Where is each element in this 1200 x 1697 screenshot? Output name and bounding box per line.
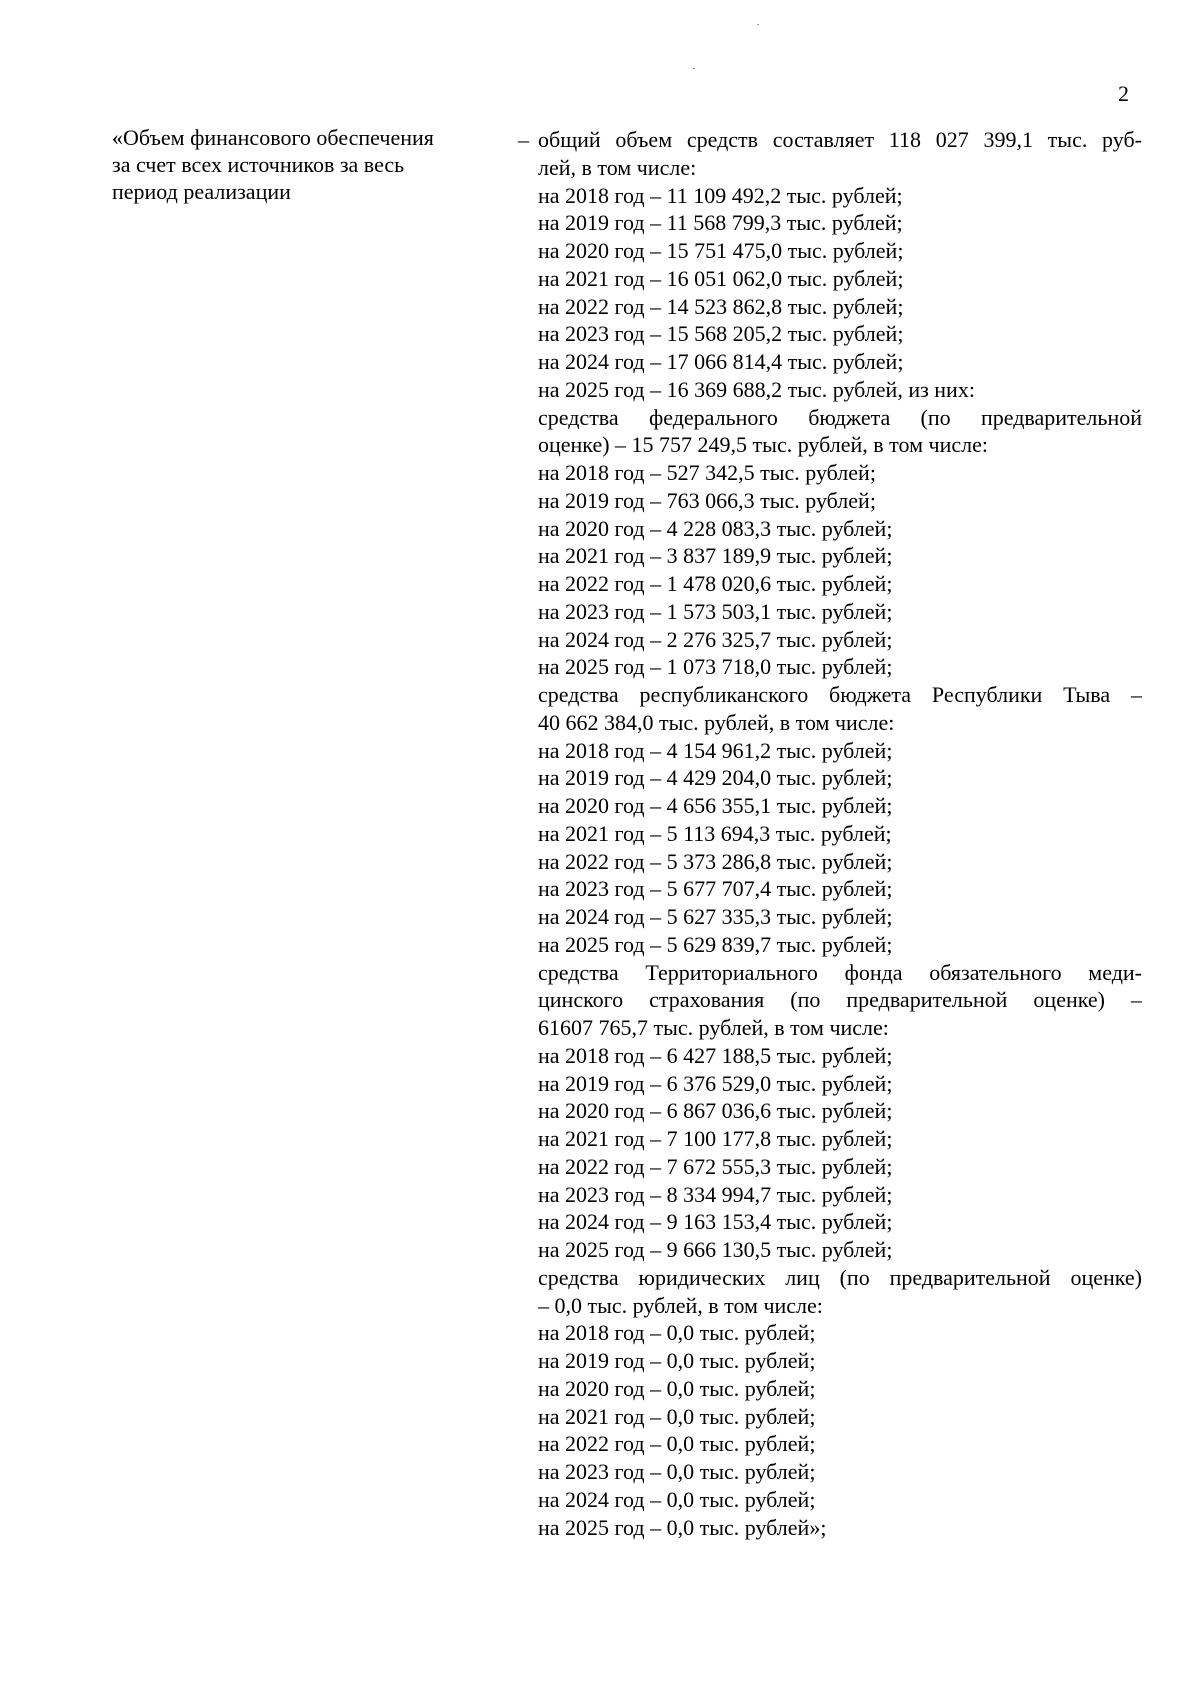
funding-line: на 2019 год – 4 429 204,0 тыс. рублей; <box>538 765 893 791</box>
funding-line: на 2021 год – 5 113 694,3 тыс. рублей; <box>538 820 892 846</box>
funding-line: на 2023 год – 1 573 503,1 тыс. рублей; <box>538 598 893 624</box>
funding-line: на 2022 год – 7 672 555,3 тыс. рублей; <box>538 1153 893 1179</box>
funding-line: на 2019 год – 11 568 799,3 тыс. рублей; <box>538 210 903 236</box>
funding-line: 61607 765,7 тыс. рублей, в том числе: <box>538 1015 889 1040</box>
funding-line: на 2021 год – 7 100 177,8 тыс. рублей; <box>538 1126 893 1151</box>
funding-line: средства федерального бюджета (по предварительной <box>538 404 1142 430</box>
funding-line: на 2018 год – 527 342,5 тыс. рублей; <box>538 460 876 485</box>
funding-line: на 2018 год – 11 109 492,2 тыс. рублей; <box>538 182 903 208</box>
funding-line: на 2025 год – 5 629 839,7 тыс. рублей; <box>538 931 893 957</box>
funding-line: – 0,0 тыс. рублей, в том числе: <box>538 1292 823 1318</box>
funding-line: на 2018 год – 0,0 тыс. рублей; <box>538 1320 816 1346</box>
funding-line: на 2020 год – 4 228 083,3 тыс. рублей; <box>538 515 893 541</box>
funding-line: на 2025 год – 0,0 тыс. рублей»; <box>538 1514 827 1540</box>
funding-line: на 2021 год – 3 837 189,9 тыс. рублей; <box>538 543 893 569</box>
funding-line: на 2023 год – 15 568 205,2 тыс. рублей; <box>538 321 904 347</box>
funding-line: на 2024 год – 5 627 335,3 тыс. рублей; <box>538 904 893 929</box>
funding-line: на 2020 год – 6 867 036,6 тыс. рублей; <box>538 1098 893 1124</box>
funding-line: на 2022 год – 5 373 286,8 тыс. рублей; <box>538 848 893 874</box>
funding-line: на 2024 год – 17 066 814,4 тыс. рублей; <box>538 349 904 374</box>
funding-line: лей, в том числе: <box>538 154 697 180</box>
funding-line: на 2019 год – 0,0 тыс. рублей; <box>538 1348 816 1373</box>
funding-line: средства республиканского бюджета Республики Тыва – <box>538 682 1142 707</box>
funding-line: на 2021 год – 0,0 тыс. рублей; <box>538 1403 816 1429</box>
row-label-line: за счет всех источников за весь <box>112 152 405 177</box>
funding-line: на 2024 год – 2 276 325,7 тыс. рублей; <box>538 626 893 652</box>
funding-line: на 2022 год – 1 478 020,6 тыс. рублей; <box>538 571 893 596</box>
scan-speck <box>693 68 695 69</box>
funding-line: на 2025 год – 16 369 688,2 тыс. рублей, из них: <box>538 376 975 402</box>
page-number: 2 <box>1118 81 1129 106</box>
funding-line: на 2019 год – 6 376 529,0 тыс. рублей; <box>538 1070 893 1096</box>
separator-dash: – <box>518 127 529 152</box>
funding-line: общий объем средств составляет 118 027 399,1 тыс. руб- <box>538 127 1142 152</box>
row-label-line: период реализации <box>112 179 291 204</box>
funding-line: на 2024 год – 9 163 153,4 тыс. рублей; <box>538 1209 893 1235</box>
funding-line: на 2020 год – 4 656 355,1 тыс. рублей; <box>538 793 893 818</box>
funding-line: на 2022 год – 14 523 862,8 тыс. рублей; <box>538 293 904 319</box>
funding-line: на 2025 год – 9 666 130,5 тыс. рублей; <box>538 1237 893 1262</box>
funding-line: на 2021 год – 16 051 062,0 тыс. рублей; <box>538 265 904 291</box>
funding-line: на 2022 год – 0,0 тыс. рублей; <box>538 1431 816 1457</box>
funding-line: оценке) – 15 757 249,5 тыс. рублей, в том числе: <box>538 432 988 458</box>
funding-line: на 2018 год – 6 427 188,5 тыс. рублей; <box>538 1042 893 1068</box>
funding-details <box>538 126 1142 1541</box>
row-label-line: «Объем финансового обеспечения <box>112 125 434 150</box>
funding-line: на 2024 год – 0,0 тыс. рублей; <box>538 1486 816 1512</box>
funding-line: на 2025 год – 1 073 718,0 тыс. рублей; <box>538 654 893 680</box>
funding-line: средства юридических лиц (по предварительной оценке) <box>538 1264 1142 1290</box>
funding-line: цинского страхования (по предварительной оценке) – <box>538 987 1142 1013</box>
funding-line: на 2020 год – 0,0 тыс. рублей; <box>538 1375 816 1401</box>
scan-speck <box>757 24 759 25</box>
funding-line: на 2023 год – 5 677 707,4 тыс. рублей; <box>538 876 893 902</box>
funding-line: средства Территориального фонда обязательного меди- <box>538 959 1142 985</box>
funding-line: 40 662 384,0 тыс. рублей, в том числе: <box>538 709 895 735</box>
funding-line: на 2020 год – 15 751 475,0 тыс. рублей; <box>538 238 904 263</box>
funding-line: на 2023 год – 8 334 994,7 тыс. рублей; <box>538 1181 893 1207</box>
funding-line: на 2019 год – 763 066,3 тыс. рублей; <box>538 487 876 513</box>
row-label <box>112 124 492 205</box>
funding-line: на 2018 год – 4 154 961,2 тыс. рублей; <box>538 737 893 763</box>
funding-line: на 2023 год – 0,0 тыс. рублей; <box>538 1459 816 1484</box>
